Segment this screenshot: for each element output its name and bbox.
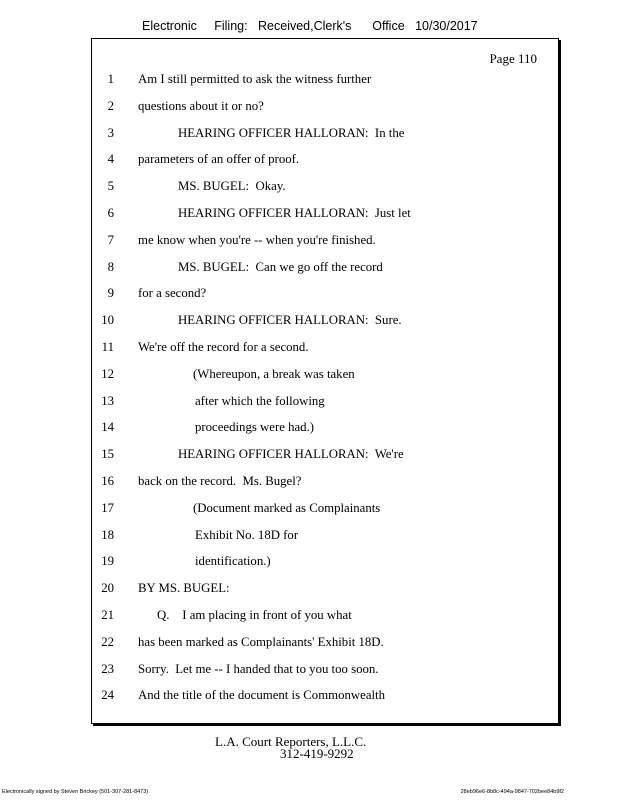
line-text: questions about it or no? bbox=[138, 98, 264, 113]
transcript-line bbox=[92, 528, 558, 555]
transcript-line bbox=[92, 394, 558, 421]
line-number: 21 bbox=[101, 607, 114, 622]
line-text: HEARING OFFICER HALLORAN: We're bbox=[178, 447, 404, 462]
line-text: Q. I am placing in front of you what bbox=[157, 607, 352, 622]
transcript-line bbox=[92, 447, 558, 474]
transcript-line bbox=[92, 608, 558, 635]
line-number: 9 bbox=[107, 286, 114, 301]
line-text: proceedings were had.) bbox=[195, 420, 315, 435]
line-text: MS. BUGEL: Okay. bbox=[178, 179, 286, 194]
transcript-line bbox=[92, 420, 558, 447]
line-text: Am I still permitted to ask the witness further bbox=[138, 72, 372, 86]
line-text: MS. BUGEL: Can we go off the record bbox=[178, 259, 383, 274]
court-reporter-name: L.A. Court Reporters, L.L.C. bbox=[215, 734, 367, 749]
line-text: after which the following bbox=[195, 393, 325, 408]
line-number: 7 bbox=[107, 232, 114, 247]
line-number: 5 bbox=[107, 179, 114, 194]
line-number: 2 bbox=[107, 98, 114, 113]
electronic-signature: Electronically signed by Steven Brickey (501-307-281-8473) bbox=[2, 789, 149, 795]
line-text: (Document marked as Complainants bbox=[193, 500, 381, 515]
transcript-line bbox=[92, 581, 558, 608]
line-number: 22 bbox=[101, 634, 114, 649]
line-number: 10 bbox=[101, 313, 114, 328]
line-text: HEARING OFFICER HALLORAN: Sure. bbox=[178, 313, 402, 328]
transcript-line bbox=[92, 126, 558, 153]
line-number: 8 bbox=[107, 259, 114, 274]
line-number: 13 bbox=[101, 393, 114, 408]
line-text: We're off the record for a second. bbox=[138, 339, 309, 354]
transcript-line bbox=[92, 554, 558, 581]
transcript-line bbox=[92, 152, 558, 179]
transcript-line bbox=[92, 662, 558, 689]
line-number: 20 bbox=[101, 581, 114, 596]
document-hash: 28eb96e6-8b8c-494a-9847-702bee84b9f2 bbox=[460, 789, 564, 795]
line-number: 24 bbox=[101, 688, 114, 703]
transcript-line bbox=[92, 286, 558, 313]
transcript-line bbox=[92, 260, 558, 287]
transcript-line bbox=[92, 635, 558, 662]
court-reporter-phone: 312-419-9292 bbox=[280, 746, 354, 761]
transcript-lines bbox=[92, 72, 558, 715]
transcript-line bbox=[92, 367, 558, 394]
line-number: 17 bbox=[101, 500, 114, 515]
line-number: 18 bbox=[101, 527, 114, 542]
filing-stamp: Electronic Filing: Received,Clerk's Office 10/30/2017 bbox=[142, 19, 478, 33]
transcript-line bbox=[92, 72, 558, 99]
line-number: 19 bbox=[101, 554, 114, 569]
line-text: Sorry. Let me -- I handed that to you too soon. bbox=[138, 661, 379, 676]
line-number: 3 bbox=[107, 125, 114, 140]
page-number: Page 110 bbox=[489, 51, 537, 66]
line-text: HEARING OFFICER HALLORAN: In the bbox=[178, 125, 405, 140]
line-text: back on the record. Ms. Bugel? bbox=[138, 473, 302, 488]
line-text: for a second? bbox=[138, 286, 207, 301]
line-number: 12 bbox=[101, 366, 114, 381]
transcript-line bbox=[92, 688, 558, 715]
transcript-line bbox=[92, 340, 558, 367]
transcript-line bbox=[92, 501, 558, 528]
line-number: 11 bbox=[101, 339, 114, 354]
line-text: has been marked as Complainants' Exhibit 18D. bbox=[138, 634, 384, 649]
transcript-line bbox=[92, 233, 558, 260]
transcript-line bbox=[92, 179, 558, 206]
line-text: parameters of an offer of proof. bbox=[138, 152, 300, 167]
transcript-line bbox=[92, 474, 558, 501]
line-text: (Whereupon, a break was taken bbox=[193, 366, 355, 381]
transcript-page bbox=[91, 38, 559, 724]
line-number: 15 bbox=[101, 447, 114, 462]
line-text: Exhibit No. 18D for bbox=[195, 527, 299, 542]
line-text: identification.) bbox=[195, 554, 271, 569]
line-number: 14 bbox=[101, 420, 114, 435]
transcript-line bbox=[92, 313, 558, 340]
line-number: 6 bbox=[107, 205, 114, 220]
line-number: 1 bbox=[107, 72, 114, 86]
transcript-line bbox=[92, 99, 558, 126]
transcript-line bbox=[92, 206, 558, 233]
line-number: 4 bbox=[107, 152, 114, 167]
line-text: And the title of the document is Commonwealth bbox=[138, 688, 386, 703]
line-text: HEARING OFFICER HALLORAN: Just let bbox=[178, 205, 411, 220]
line-number: 23 bbox=[101, 661, 114, 676]
line-text: BY MS. BUGEL: bbox=[138, 581, 230, 596]
line-text: me know when you're -- when you're finished. bbox=[138, 232, 376, 247]
line-number: 16 bbox=[101, 473, 114, 488]
